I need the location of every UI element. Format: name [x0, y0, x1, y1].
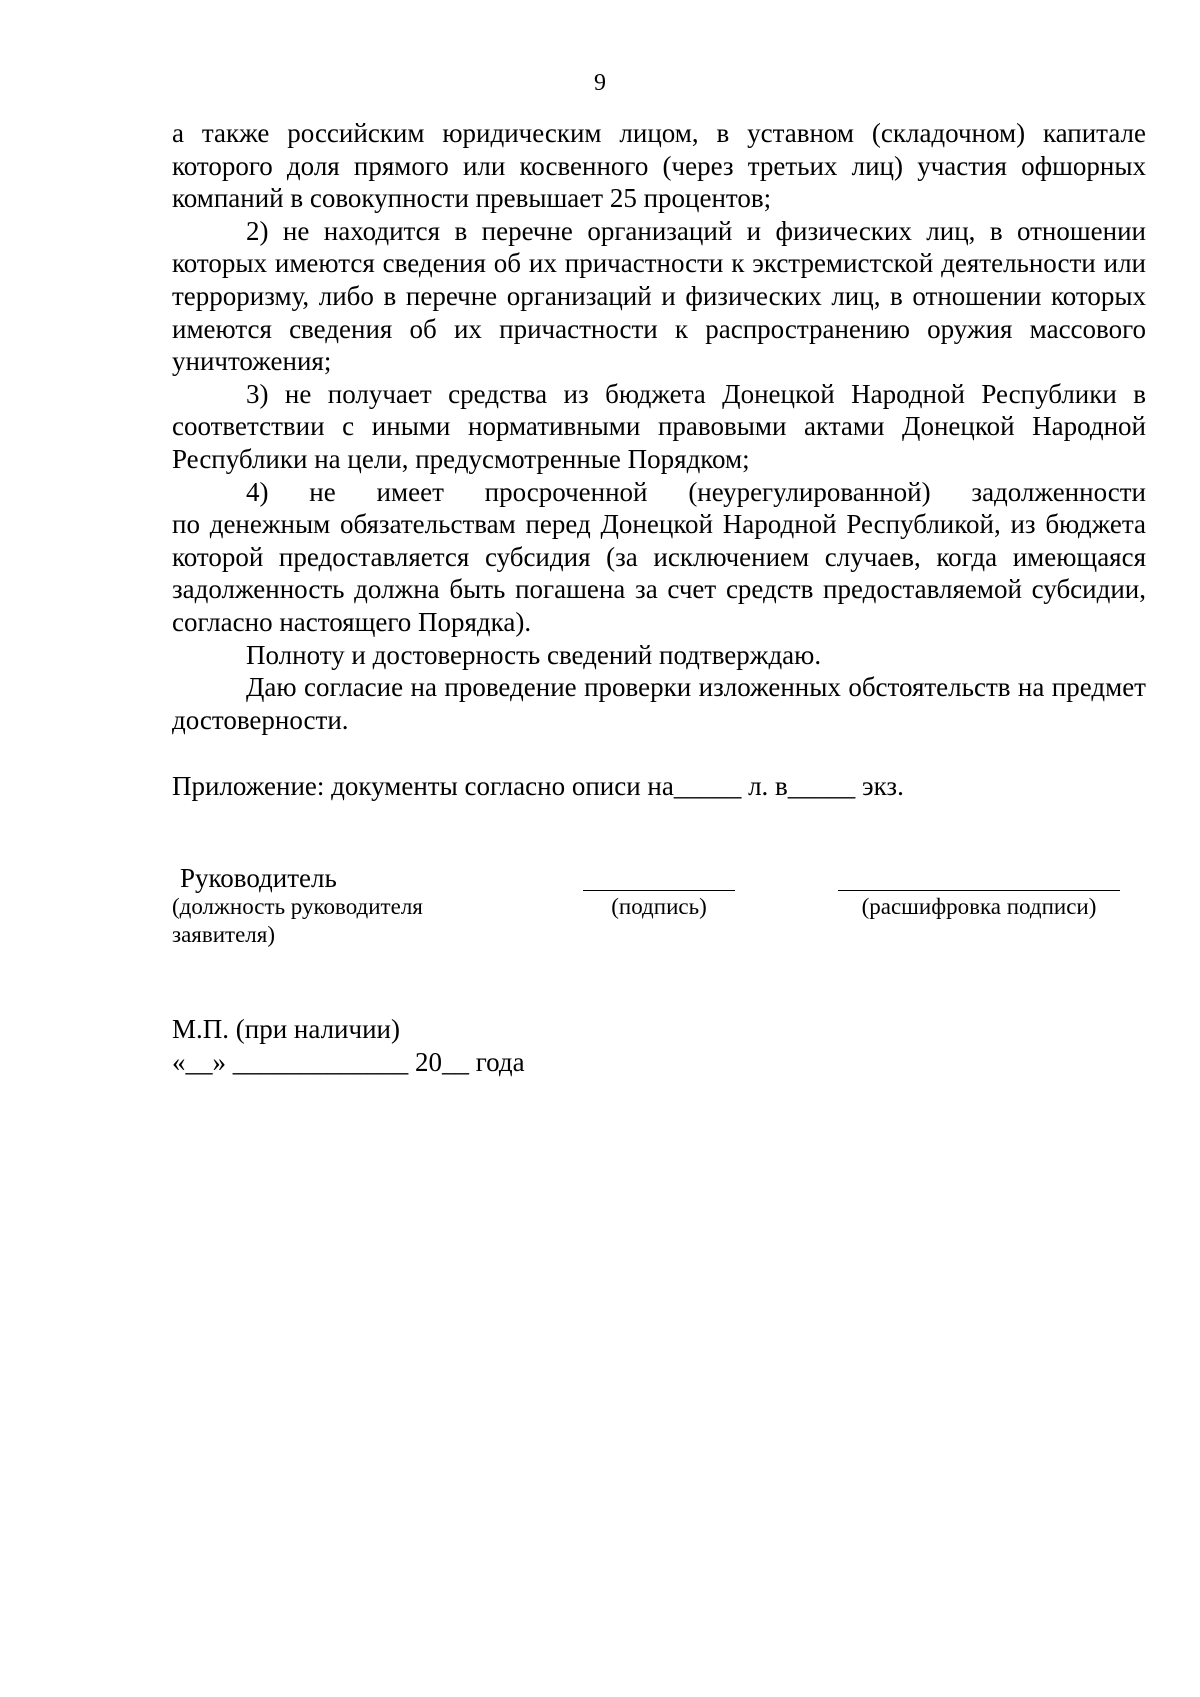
signature-caption: (подпись) [611, 894, 707, 919]
decoding-caption: (расшифровка подписи) [861, 894, 1097, 919]
paragraph-item-4-continued: по денежным обязательствам перед Донецкой Народной Республикой, из бюджета которой предоставляется субсидия (за исключением случаев, когда имеющаяся задолженность должна быть погашена за счет средств предоставляемой субсидии, согласно настоящего Порядка). [172, 509, 1146, 637]
document-body [172, 117, 1146, 736]
paragraph-confirmation: Полноту и достоверность сведений подтверждаю. [246, 639, 822, 670]
page-number: 9 [594, 70, 606, 96]
stamp-placeholder: М.П. (при наличии) [172, 1014, 400, 1044]
signature-line [583, 890, 735, 891]
decoding-line [838, 890, 1120, 891]
paragraph-item-2: 2) не находится в перечне организаций и физических лиц, в отношении которых имеются сведения об их причастности к экстремистской деятельности или терроризму, либо в перечне организаций и физических лиц, в отношении которых имеются сведения об их причастности к распространению оружия массового уничтожения; [172, 215, 1146, 377]
paragraph-offshore: а также российским юридическим лицом, в уставном (складочном) капитале которого доля прямого или косвенного (через третьих лиц) участия офшорных компаний в совокупности превышает 25 процентов; [172, 118, 1146, 214]
date-line: «__» _____________ 20__ года [172, 1047, 525, 1077]
paragraph-item-4-first-line: 4) не имеет просроченной (неурегулированной) задолженности [246, 476, 1146, 507]
signatory-title: Руководитель [180, 863, 337, 893]
paragraph-item-3: 3) не получает средства из бюджета Донецкой Народной Республики в соответствии с иными нормативными правовыми актами Донецкой Народной Республики на цели, предусмотренные Порядком; [172, 378, 1146, 474]
attachment-line: Приложение: документы согласно описи на_____ л. в_____ экз. [172, 771, 904, 801]
position-caption: (должность руководителя заявителя) [172, 894, 423, 947]
paragraph-consent: Даю согласие на проведение проверки изложенных обстоятельств на предмет достоверности. [172, 672, 1146, 735]
